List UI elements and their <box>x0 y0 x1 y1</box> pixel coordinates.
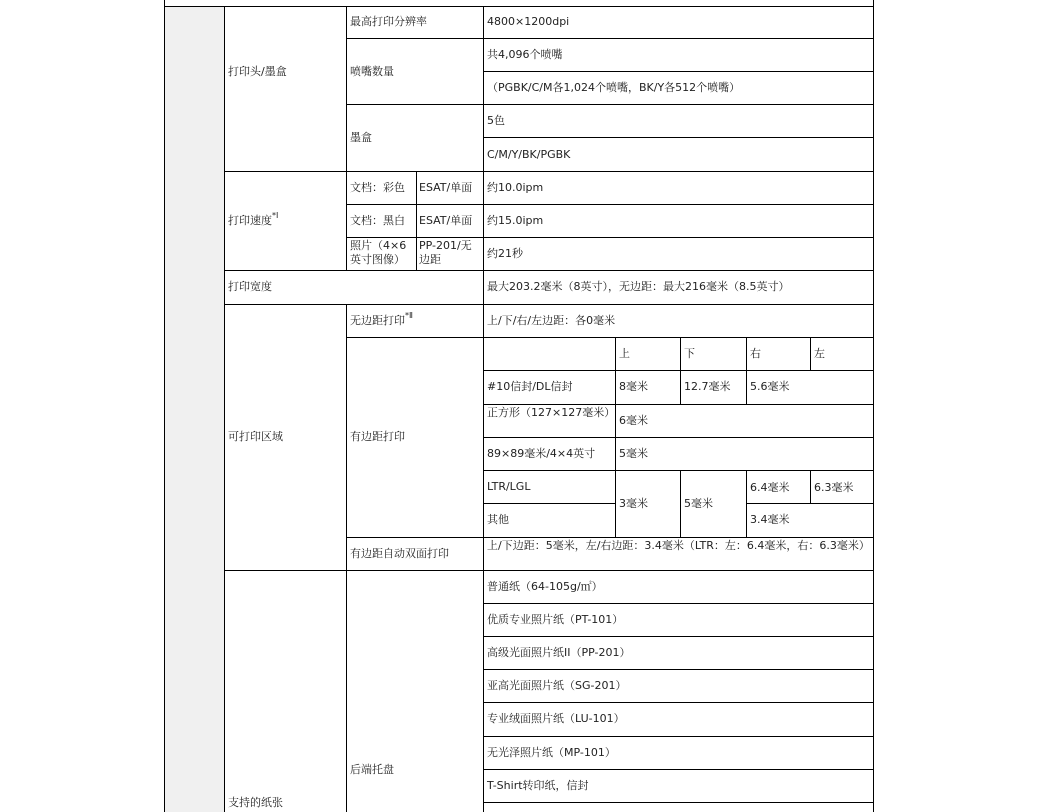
envelope-side: 5.6毫米 <box>750 380 790 393</box>
nozzles-total: 共4,096个喷嘴 <box>487 48 563 61</box>
table-border <box>483 603 874 604</box>
table-border <box>346 304 347 812</box>
table-border <box>224 6 225 812</box>
table-border <box>346 38 874 39</box>
table-border <box>346 537 874 538</box>
small-label: 89×89毫米/4×4英寸 <box>487 447 596 460</box>
table-border <box>483 137 874 138</box>
paper-item: T-Shirt转印纸，信封 <box>487 779 589 792</box>
table-border <box>224 570 874 571</box>
doc-color-label: 文档：彩色 <box>350 181 405 194</box>
doc-color-value: 约10.0ipm <box>487 181 544 194</box>
table-border <box>746 503 874 504</box>
square-value: 6毫米 <box>619 414 648 427</box>
table-border <box>483 503 615 504</box>
doc-mono-mode: ESAT/单面 <box>419 214 473 227</box>
ink-codes: C/M/Y/BK/PGBK <box>487 148 571 161</box>
table-border <box>224 171 874 172</box>
envelope-top: 8毫米 <box>619 380 648 393</box>
table-border <box>810 337 811 370</box>
paper-item: 普通纸（64-105g/㎡） <box>487 580 603 593</box>
table-border <box>483 802 874 803</box>
margin-header-right: 右 <box>750 347 761 360</box>
doc-mono-label: 文档：黑白 <box>350 214 405 227</box>
table-border <box>346 237 874 238</box>
speed-label: 打印速度 <box>228 214 272 227</box>
square-label: 正方形（127×127毫米） <box>487 406 616 419</box>
row-label-area: 可打印区域 <box>228 430 283 443</box>
table-border <box>873 0 874 812</box>
table-border <box>483 702 874 703</box>
doc-mono-value: 约15.0ipm <box>487 214 544 227</box>
row-label-width: 打印宽度 <box>228 280 272 293</box>
table-border <box>346 6 347 270</box>
duplex-value: 上/下边距：5毫米，左/右边距：3.4毫米（LTR：左：6.4毫米，右：6.3毫米） <box>487 539 870 552</box>
table-border <box>224 270 874 271</box>
margin-header-left: 左 <box>814 347 825 360</box>
table-border <box>483 769 874 770</box>
table-border <box>483 669 874 670</box>
ltr-label: LTR/LGL <box>487 480 531 493</box>
width-value: 最大203.2毫米（8英寸），无边距：最大216毫米（8.5英寸） <box>487 280 790 293</box>
ltr-right: 6.4毫米 <box>750 481 790 494</box>
table-border <box>810 470 811 503</box>
table-border <box>346 204 874 205</box>
other-side: 3.4毫米 <box>750 513 790 526</box>
table-border <box>416 171 417 270</box>
small-value: 5毫米 <box>619 447 648 460</box>
ink-colors: 5色 <box>487 114 505 127</box>
paper-item: 专业绒面照片纸（LU-101） <box>487 712 625 725</box>
speed-footnote: *Ⅰ <box>272 211 279 220</box>
side-column <box>165 6 224 812</box>
paper-item: 高级光面照片纸II（PP-201） <box>487 646 631 659</box>
table-border <box>483 437 874 438</box>
resolution-label: 最高打印分辨率 <box>350 15 427 28</box>
shared-bottom: 5毫米 <box>684 497 713 510</box>
table-border <box>483 636 874 637</box>
other-label: 其他 <box>487 513 509 526</box>
margin-header-bottom: 下 <box>684 347 695 360</box>
table-border <box>483 736 874 737</box>
table-border <box>483 370 874 371</box>
table-border <box>164 6 874 7</box>
envelope-bottom: 12.7毫米 <box>684 380 731 393</box>
ink-label: 墨盒 <box>350 131 372 144</box>
borderless-text: 无边距打印 <box>350 314 405 327</box>
nozzles-detail: （PGBK/C/M各1,024个喷嘴，BK/Y各512个喷嘴） <box>487 81 741 94</box>
duplex-label: 有边距自动双面打印 <box>350 547 449 560</box>
paper-item: 优质专业照片纸（PT-101） <box>487 613 624 626</box>
table-border <box>483 404 874 405</box>
paper-item: 无光泽照片纸（MP-101） <box>487 746 616 759</box>
row-label-paper: 支持的纸张 <box>228 796 283 809</box>
row-label-speed <box>228 211 279 228</box>
table-border <box>346 104 874 105</box>
margin-header-top: 上 <box>619 347 630 360</box>
borderless-footnote: *Ⅱ <box>405 311 413 320</box>
nozzles-label: 喷嘴数量 <box>350 65 394 78</box>
row-label-print-head: 打印头/墨盒 <box>228 65 287 78</box>
table-border <box>680 470 681 537</box>
photo-label: 照片（4×6英寸图像） <box>350 239 407 266</box>
table-border <box>483 71 874 72</box>
table-border <box>224 304 874 305</box>
photo-mode: PP-201/无边距 <box>419 239 472 266</box>
envelope-label: #10信封/DL信封 <box>487 380 573 393</box>
rear-tray-label: 后端托盘 <box>350 763 394 776</box>
table-border <box>483 470 874 471</box>
borderless-value: 上/下/右/左边距：各0毫米 <box>487 314 616 327</box>
table-border <box>346 337 874 338</box>
photo-value: 约21秒 <box>487 247 523 260</box>
ltr-left: 6.3毫米 <box>814 481 854 494</box>
doc-color-mode: ESAT/单面 <box>419 181 473 194</box>
paper-item: 亚高光面照片纸（SG-201） <box>487 679 627 692</box>
table-border <box>483 6 484 812</box>
table-border <box>164 0 165 812</box>
borderless-label <box>350 311 413 328</box>
resolution-value: 4800×1200dpi <box>487 15 570 28</box>
bordered-label: 有边距打印 <box>350 430 405 443</box>
shared-top: 3毫米 <box>619 497 648 510</box>
